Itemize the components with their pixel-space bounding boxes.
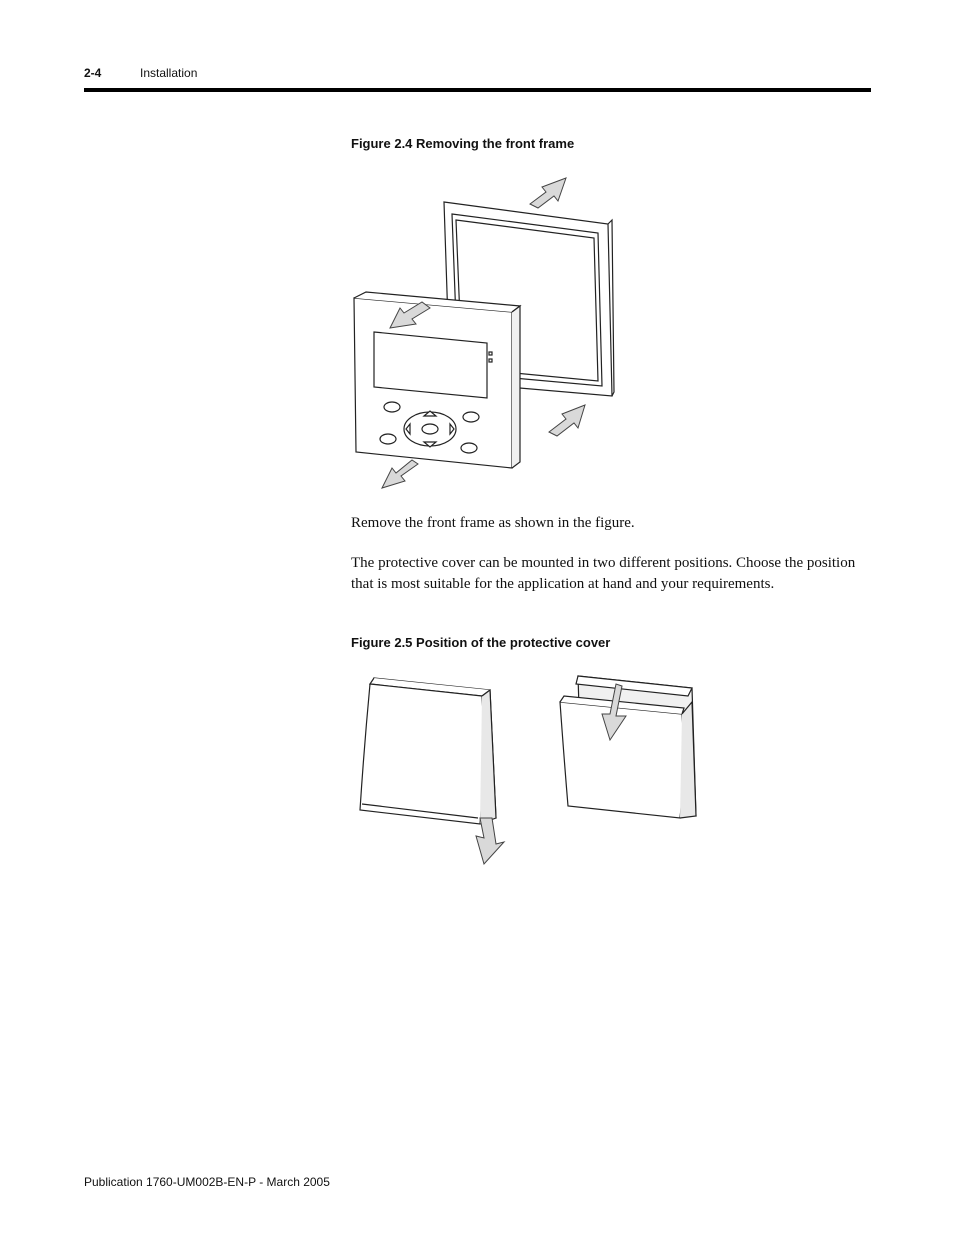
figure-caption-2-5: Figure 2.5 Position of the protective cover xyxy=(351,635,611,650)
arrow-down-left-lower xyxy=(382,460,418,488)
arrow-up-right-lower xyxy=(549,405,585,436)
paragraph-protective-cover: The protective cover can be mounted in two different positions. Choose the position that is most suitable for the application at hand and your requirements. xyxy=(351,555,856,592)
figure-caption-2-4: Figure 2.4 Removing the front frame xyxy=(351,136,575,151)
arrow-up-right xyxy=(530,178,566,208)
figure-removing-front-frame xyxy=(340,160,640,500)
publication-footer: Publication 1760-UM002B-EN-P - March 2005 xyxy=(84,1175,330,1189)
cover-position-1-illustration xyxy=(360,678,496,824)
figure-protective-cover-positions xyxy=(350,668,710,873)
arrow-down-cover-1 xyxy=(476,818,504,864)
display-unit-illustration xyxy=(354,292,520,468)
header-rule xyxy=(84,88,871,92)
paragraph-remove-frame: Remove the front frame as shown in the figure. xyxy=(351,515,635,531)
section-title: Installation xyxy=(140,66,198,80)
page-number: 2-4 xyxy=(84,66,102,80)
cover-position-2-illustration xyxy=(560,676,696,818)
